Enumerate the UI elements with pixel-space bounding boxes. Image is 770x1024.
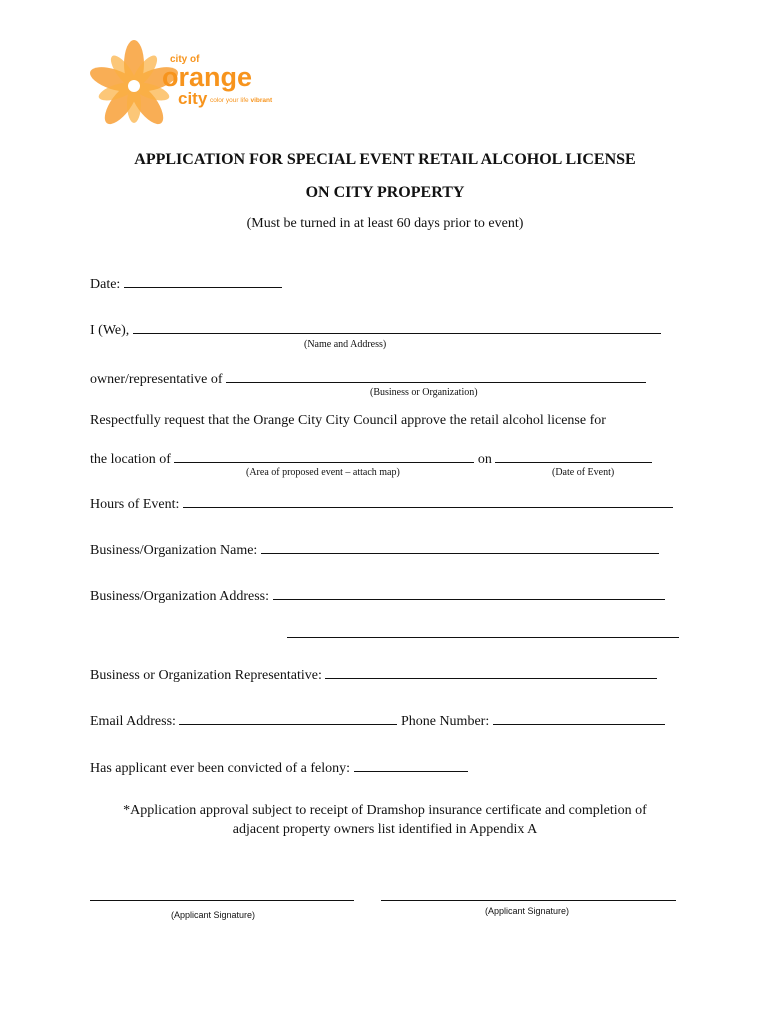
logo-line2: orange xyxy=(162,62,253,92)
rep-label: Business or Organization Representative: xyxy=(90,668,322,683)
felony-input-line[interactable] xyxy=(354,758,468,772)
we-label: I (We), xyxy=(90,323,130,338)
email-input-line[interactable] xyxy=(179,711,397,725)
bizaddr-input-line-2[interactable] xyxy=(287,637,679,638)
signature-left-caption: (Applicant Signature) xyxy=(171,910,256,920)
date-field-row xyxy=(90,274,282,293)
felony-field-row xyxy=(90,758,468,777)
owner-field-row xyxy=(90,369,646,388)
felony-label: Has applicant ever been convicted of a felony: xyxy=(90,761,351,776)
note-line-2: adjacent property owners list identified in Appendix A xyxy=(232,822,538,837)
on-label: on xyxy=(477,452,492,467)
owner-label: owner/representative of xyxy=(90,372,223,387)
date-label: Date: xyxy=(90,277,121,292)
name-address-caption: (Name and Address) xyxy=(304,339,387,350)
business-caption: (Business or Organization) xyxy=(370,387,478,398)
bizname-field-row xyxy=(90,540,659,559)
bizname-input-line[interactable] xyxy=(261,540,659,554)
subtitle: (Must be turned in at least 60 days prior to event) xyxy=(246,216,524,231)
title-line-2: ON CITY PROPERTY xyxy=(305,184,465,201)
logo-tagline-b: vibrant xyxy=(250,97,273,104)
bizname-label: Business/Organization Name: xyxy=(90,543,258,558)
event-date-input-line[interactable] xyxy=(495,449,652,463)
hours-field-row xyxy=(90,494,673,513)
date-input-line[interactable] xyxy=(124,274,282,288)
hours-label: Hours of Event: xyxy=(90,497,180,512)
title-line-1: APPLICATION FOR SPECIAL EVENT RETAIL ALCOHOL LICENSE xyxy=(134,151,636,168)
bizaddr-field-row xyxy=(90,586,665,605)
name-address-input-line[interactable] xyxy=(133,320,661,334)
signature-line-left[interactable] xyxy=(90,900,354,901)
logo-line3: city xyxy=(178,89,208,108)
email-label: Email Address: xyxy=(90,714,176,729)
location-field-row xyxy=(90,449,652,468)
svg-text:color your life vibrant xyxy=(210,97,273,104)
logo-tagline-a: color your life xyxy=(210,97,251,104)
date-of-event-caption: (Date of Event) xyxy=(552,467,615,478)
phone-label: Phone Number: xyxy=(400,714,490,729)
business-input-line[interactable] xyxy=(226,369,646,383)
area-caption: (Area of proposed event – attach map) xyxy=(246,467,400,478)
request-text: Respectfully request that the Orange City City Council approve the retail alcohol license for xyxy=(90,413,606,428)
hours-input-line[interactable] xyxy=(183,494,673,508)
bizaddr-label: Business/Organization Address: xyxy=(90,589,270,604)
bizaddr-input-line[interactable] xyxy=(273,586,665,600)
location-label: the location of xyxy=(90,452,171,467)
note-line-1: *Application approval subject to receipt of Dramshop insurance certificate and completion of xyxy=(123,803,647,818)
logo-line1: city of xyxy=(170,54,200,65)
flower-logo-icon xyxy=(88,40,288,135)
rep-input-line[interactable] xyxy=(325,665,657,679)
phone-input-line[interactable] xyxy=(493,711,665,725)
email-phone-row xyxy=(90,711,665,730)
location-input-line[interactable] xyxy=(174,449,474,463)
signature-right-caption: (Applicant Signature) xyxy=(485,906,570,916)
orange-city-logo xyxy=(88,40,288,135)
signature-line-right[interactable] xyxy=(381,900,676,901)
we-field-row xyxy=(90,320,661,339)
rep-field-row xyxy=(90,665,657,684)
